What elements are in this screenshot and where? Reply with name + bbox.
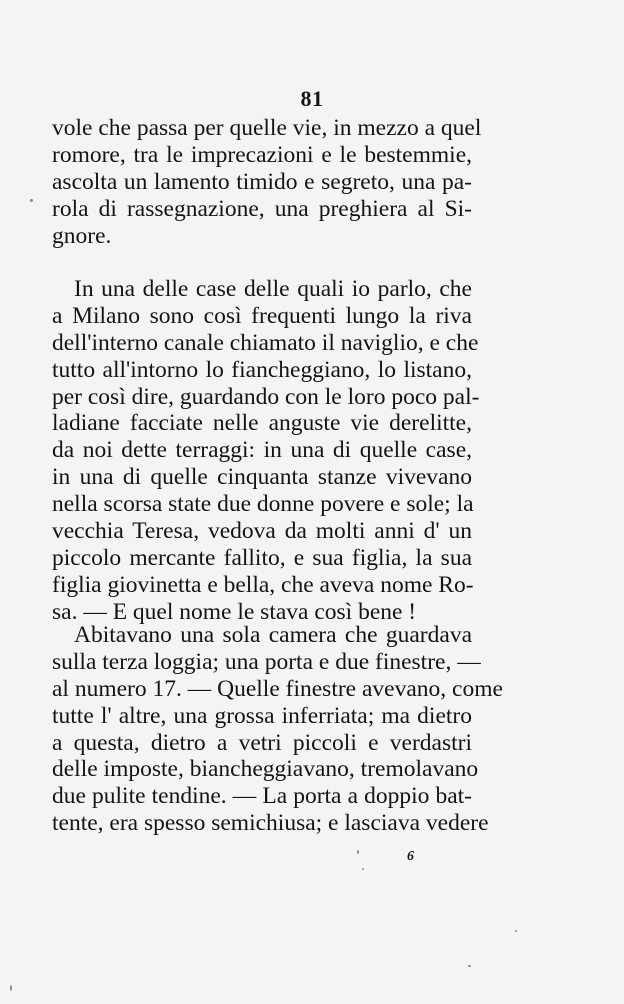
text-line: Abitavano una sola camera che guardava	[74, 622, 472, 648]
text-line: da noi dette terraggi: in una di quelle case,	[52, 437, 472, 464]
text-line: nella scorsa state due donne povere e sole; la	[52, 491, 474, 518]
paragraph-2	[52, 276, 480, 626]
signature-mark: 6	[407, 849, 414, 864]
paper-speck	[357, 850, 359, 854]
text-line: in una di quelle cinquanta stanze vivevano	[52, 464, 472, 491]
text-line: a Milano sono così frequenti lungo la riva	[52, 302, 472, 329]
text-line: delle imposte, biancheggiavano, tremolavano	[52, 756, 479, 783]
text-line: vecchia Teresa, vedova da molti anni d' un	[52, 518, 472, 545]
text-line: tutte l' altre, una grossa inferriata; ma dietro	[52, 702, 472, 729]
text-line: sa. — E quel nome le stava così bene !	[52, 598, 417, 625]
paragraph-1	[52, 115, 482, 249]
text-line: piccolo mercante fallito, e sua figlia, la sua	[52, 544, 472, 571]
text-line: romore, tra le imprecazioni e le bestemmie,	[52, 141, 472, 168]
text-line: gnore.	[52, 222, 112, 249]
paragraph-3	[52, 622, 503, 837]
text-line: per così dire, guardando con le loro poco pal-	[52, 383, 480, 410]
text-line: due pulite tendine. — La porta a doppio bat-	[52, 783, 472, 810]
text-line: rola di rassegnazione, una preghiera al Si-	[52, 195, 472, 222]
page-number: 81	[300, 86, 324, 111]
paper-speck	[515, 930, 517, 932]
text-line: a questa, dietro a vetri piccoli e verdastri	[52, 729, 472, 756]
paper-speck	[10, 985, 12, 991]
text-line: tente, era spesso semichiusa; e lasciava vedere	[52, 810, 489, 837]
text-line: tutto all'intorno lo fiancheggiano, lo listano,	[52, 356, 472, 383]
text-line: figlia giovinetta e bella, che aveva nome Ro-	[52, 571, 474, 598]
text-line: vole che passa per quelle vie, in mezzo a quel	[52, 115, 482, 141]
text-line: sulla terza loggia; una porta e due finestre, —	[52, 648, 481, 675]
text-line: ascolta un lamento timido e segreto, una pa-	[52, 168, 472, 195]
text-line: In una delle case delle quali io parlo, che	[74, 276, 472, 302]
text-line: ladiane facciate nelle anguste vie derelitte,	[52, 410, 472, 437]
paper-speck	[362, 868, 364, 870]
text-line: dell'interno canale chiamato il naviglio, e che	[52, 329, 479, 356]
paper-speck	[30, 199, 33, 202]
paper-speck	[468, 965, 471, 967]
text-line: al numero 17. — Quelle finestre avevano, come	[52, 675, 503, 702]
